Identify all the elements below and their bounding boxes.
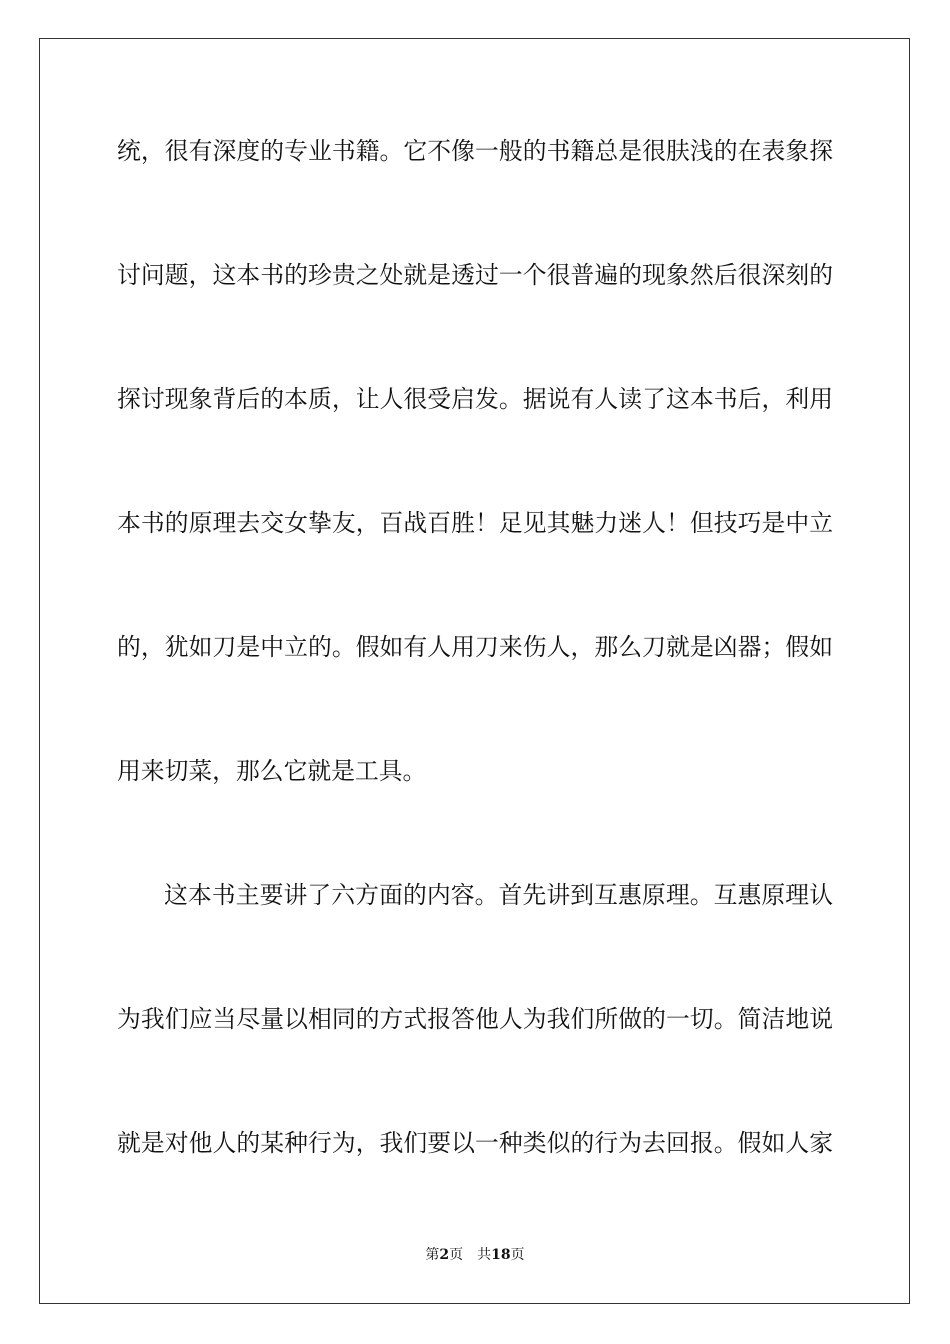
text-line: 讨问题，这本书的珍贵之处就是透过一个很普遍的现象然后很深刻的 [117, 261, 833, 289]
text-line-paragraph-start: 这本书主要讲了六方面的内容。首先讲到互惠原理。互惠原理认 [164, 881, 833, 909]
text-line-paragraph-end: 用来切菜，那么它就是工具。 [117, 757, 427, 785]
text-line: 为我们应当尽量以相同的方式报答他人为我们所做的一切。简洁地说 [117, 1005, 833, 1033]
page-footer [0, 1246, 950, 1264]
page-label-prefix: 第 [425, 1247, 440, 1263]
text-line: 本书的原理去交女挚友，百战百胜！足见其魅力迷人！但技巧是中立 [117, 509, 833, 537]
text-line: 统，很有深度的专业书籍。它不像一般的书籍总是很肤浅的在表象探 [117, 137, 833, 165]
page-label-unit: 页 [449, 1247, 464, 1263]
page-number: 2 [439, 1247, 450, 1263]
total-label-unit: 页 [510, 1247, 525, 1263]
text-line: 就是对他人的某种行为，我们要以一种类似的行为去回报。假如人家 [117, 1129, 833, 1157]
text-line: 探讨现象背后的本质，让人很受启发。据说有人读了这本书后，利用 [117, 385, 833, 413]
document-body [117, 123, 833, 1239]
total-label-prefix: 共 [477, 1247, 492, 1263]
text-line: 的，犹如刀是中立的。假如有人用刀来伤人，那么刀就是凶器；假如 [117, 633, 833, 661]
total-pages: 18 [491, 1247, 511, 1263]
